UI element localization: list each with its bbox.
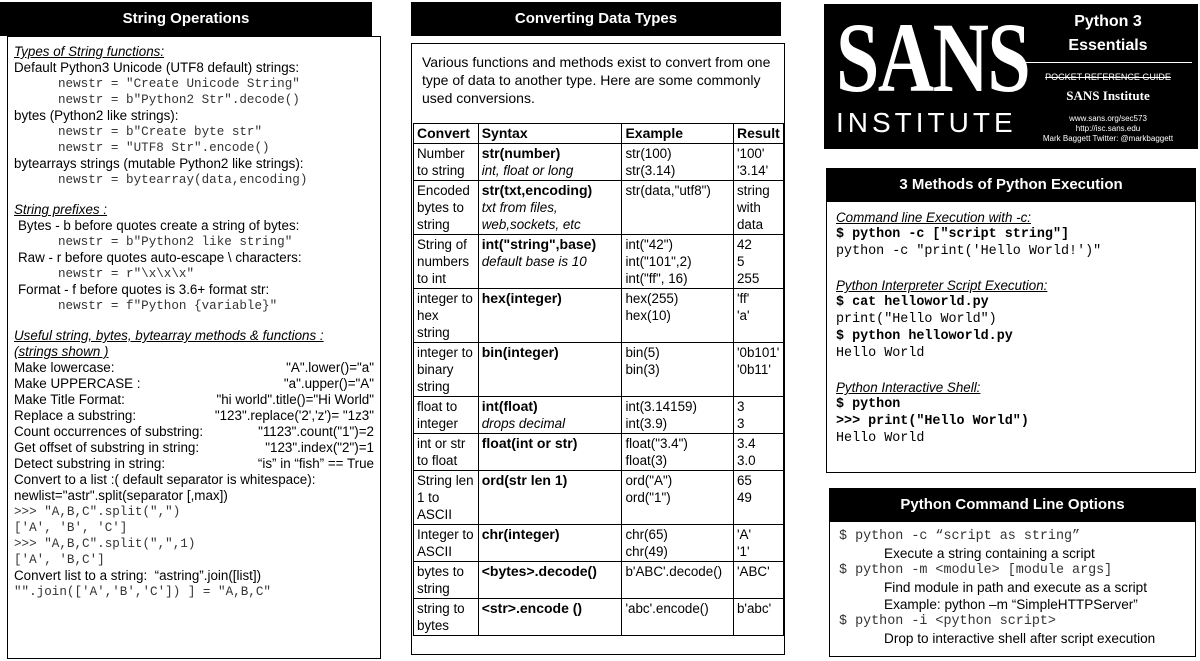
method-row — [14, 392, 374, 408]
method-label: Replace a substring: — [14, 408, 137, 423]
join-example: "".join(['A','B','C']) ] = "A,B,C" — [14, 585, 271, 599]
split-example: >>> "A,B,C".split(",") — [14, 505, 181, 519]
example-text: int("42") — [625, 237, 673, 252]
shell-command: >>> print("Hello World") — [836, 414, 1029, 429]
list-syntax: newlist="astr".split(separator [,max]) — [14, 488, 228, 503]
result-text: '1' — [736, 544, 750, 559]
unicode-line: Default Python3 Unicode (UTF8 default) strings: — [14, 60, 300, 75]
shell-output: Hello World — [836, 431, 925, 446]
table-row — [414, 289, 784, 343]
syntax-note: txt from files, web,sockets, etc — [481, 200, 581, 232]
author-line: Mark Baggett Twitter: @markbaggett — [1042, 134, 1174, 143]
result-text: 3.4 — [736, 436, 756, 451]
script-output: Hello World — [836, 346, 925, 361]
cell-result — [733, 343, 783, 397]
table-row — [414, 434, 784, 471]
cell-syntax — [478, 434, 622, 471]
syntax-text: str(txt,encoding) — [481, 182, 593, 198]
example-text: int(3.9) — [625, 416, 668, 431]
title-divider — [1024, 62, 1192, 63]
cli-options-box — [829, 518, 1196, 657]
cell-result — [733, 397, 783, 434]
bytearray-example: newstr = bytearray(data,encoding) — [58, 173, 308, 187]
cell-syntax — [478, 235, 622, 289]
syntax-note: drops decimal — [481, 416, 566, 431]
example-text: hex(255) — [625, 291, 679, 306]
guide-title-line2: Essentials — [1068, 37, 1148, 54]
script-heading: Python Interpreter Script Execution: — [836, 278, 1048, 293]
result-text: 'A' — [736, 527, 752, 542]
script-output: print("Hello World") — [836, 312, 997, 327]
string-operations-panel — [0, 0, 383, 661]
option-i: $ python -i <python script> — [839, 614, 1056, 629]
result-text: string with data — [736, 183, 770, 232]
example-text: chr(49) — [625, 544, 668, 559]
table-header-row — [414, 124, 784, 144]
example-text: hex(10) — [625, 308, 671, 323]
syntax-text: chr(integer) — [481, 526, 560, 542]
cell-example — [622, 397, 734, 434]
converting-intro: Various functions and methods exist to convert from one type of data to another type. Here are some commonly used conversions. — [422, 54, 771, 106]
method-label: Get offset of substring in string: — [14, 440, 200, 455]
method-row — [14, 456, 374, 472]
cell-result — [733, 562, 783, 599]
join-line: Convert list to a string: “astring”.join([list]) — [14, 568, 262, 583]
result-text: b'abc' — [736, 601, 772, 616]
option-c-desc: Execute a string containing a script — [884, 546, 1095, 561]
useful-subheading: (strings shown ) — [14, 344, 109, 359]
method-row — [14, 440, 374, 456]
method-code: “is” in “fish” == True — [257, 456, 374, 471]
cell-example — [622, 235, 734, 289]
cell-convert: bytes to string — [414, 562, 479, 599]
syntax-text: bin(integer) — [481, 344, 559, 360]
string-operations-box — [7, 36, 381, 659]
example-text: float("3.4") — [625, 436, 688, 451]
syntax-note: int, float or long — [481, 163, 574, 178]
result-text: 49 — [736, 490, 752, 505]
bytearray-line: bytearrays strings (mutable Python2 like strings): — [14, 156, 304, 171]
types-heading: Types of String functions: — [14, 44, 165, 59]
example-text: int("ff", 16) — [625, 271, 688, 286]
cell-convert: string to bytes — [414, 599, 479, 636]
syntax-text: <bytes>.decode() — [481, 563, 597, 579]
result-text: '100' — [736, 146, 765, 161]
example-text: ord("A") — [625, 473, 673, 488]
result-text: 3 — [736, 399, 745, 414]
cell-example — [622, 343, 734, 397]
cell-result — [733, 599, 783, 636]
result-text: '0b11' — [736, 362, 771, 377]
conversion-table — [413, 123, 784, 636]
unicode-example: newstr = "Create Unicode String" — [58, 77, 300, 91]
cell-example — [622, 144, 734, 181]
cl-heading: Command line Execution with -c: — [836, 210, 1031, 225]
method-row — [14, 376, 374, 392]
result-text: 'a' — [736, 308, 750, 323]
result-text: 5 — [736, 254, 745, 269]
cell-example — [622, 562, 734, 599]
cell-result — [733, 235, 783, 289]
example-text: str(3.14) — [625, 163, 676, 178]
org-name: SANS Institute — [1066, 88, 1150, 103]
contact-info — [1020, 114, 1196, 144]
list-line: Convert to a list :( default separator is whitespace): — [14, 472, 316, 487]
cell-syntax — [478, 562, 622, 599]
cell-example — [622, 525, 734, 562]
script-command: $ cat helloworld.py — [836, 295, 989, 310]
prefix-raw-example: newstr = r"\x\x\x" — [58, 267, 195, 281]
result-text: 255 — [736, 271, 760, 286]
example-text: str(data,"utf8") — [625, 183, 711, 198]
cell-syntax — [478, 599, 622, 636]
cell-convert: String len 1 to ASCII — [414, 471, 479, 525]
methods-list — [14, 360, 374, 472]
cell-result — [733, 525, 783, 562]
cell-syntax — [478, 397, 622, 434]
execution-methods-box — [826, 198, 1196, 473]
sans-logo: SANS — [836, 2, 1030, 113]
converting-title: Converting Data Types — [411, 2, 781, 36]
bytes-line: bytes (Python2 like strings): — [14, 108, 179, 123]
method-label: Make UPPERCASE : — [14, 376, 141, 391]
syntax-text: hex(integer) — [481, 290, 562, 306]
result-text: '3.14' — [736, 163, 769, 178]
cell-result — [733, 289, 783, 343]
cell-syntax — [478, 144, 622, 181]
method-row — [14, 360, 374, 376]
example-text: chr(65) — [625, 527, 668, 542]
bytes-example: newstr = b"Create byte str" — [58, 125, 263, 139]
shell-heading: Python Interactive Shell: — [836, 380, 981, 395]
cell-convert: Encoded bytes to string — [414, 181, 479, 235]
cell-syntax — [478, 525, 622, 562]
cell-convert: Number to string — [414, 144, 479, 181]
cli-options-title: Python Command Line Options — [829, 488, 1196, 522]
cell-result — [733, 144, 783, 181]
script-command: $ python helloworld.py — [836, 329, 1013, 344]
method-label: Count occurrences of substring: — [14, 424, 204, 439]
table-row — [414, 181, 784, 235]
cell-convert: integer to hex string — [414, 289, 479, 343]
pocket-guide-label: POCKET REFERENCE GUIDE — [1045, 72, 1171, 82]
example-text: bin(3) — [625, 362, 660, 377]
cell-example — [622, 289, 734, 343]
institute-logo: INSTITUTE — [836, 107, 1017, 138]
method-label: Detect substring in string: — [14, 456, 166, 471]
cl-command: $ python -c ["script string"] — [836, 227, 1070, 242]
cell-syntax — [478, 343, 622, 397]
cell-result — [733, 471, 783, 525]
split-example: >>> "A,B,C".split(",",1) — [14, 537, 196, 551]
method-label: Make lowercase: — [14, 360, 115, 375]
header-convert: Convert — [414, 124, 479, 144]
example-text: 'abc'.encode() — [625, 601, 709, 616]
table-row — [414, 525, 784, 562]
table-row — [414, 343, 784, 397]
result-text: 'ff' — [736, 291, 750, 306]
result-text: 3 — [736, 416, 745, 431]
cell-convert: int or str to float — [414, 434, 479, 471]
method-row — [14, 408, 374, 424]
syntax-text: int("string",base) — [481, 236, 597, 252]
table-row — [414, 599, 784, 636]
syntax-text: float(int or str) — [481, 435, 578, 451]
example-text: str(100) — [625, 146, 672, 161]
cell-example — [622, 434, 734, 471]
syntax-text: <str>.encode () — [481, 600, 583, 616]
shell-command: $ python — [836, 397, 901, 412]
guide-title — [1024, 10, 1192, 58]
cell-result — [733, 181, 783, 235]
execution-methods-title: 3 Methods of Python Execution — [826, 168, 1196, 202]
method-code: "123".index("2")=1 — [265, 440, 374, 455]
header-syntax: Syntax — [478, 124, 622, 144]
useful-heading: Useful string, bytes, bytearray methods & functions : — [14, 328, 324, 343]
url-isc: http://isc.sans.edu — [1075, 124, 1141, 133]
cell-convert: integer to binary string — [414, 343, 479, 397]
example-text: int(3.14159) — [625, 399, 697, 414]
method-code: "1123".count("1")=2 — [258, 424, 374, 439]
method-code: "A".lower()="a" — [286, 360, 374, 375]
method-label: Make Title Format: — [14, 392, 125, 407]
example-text: ord("1") — [625, 490, 671, 505]
split-result: ['A', 'B,C'] — [14, 553, 105, 567]
syntax-text: str(number) — [481, 145, 561, 161]
header-result: Result — [733, 124, 783, 144]
cell-syntax — [478, 471, 622, 525]
table-row — [414, 562, 784, 599]
cell-example — [622, 599, 734, 636]
table-row — [414, 235, 784, 289]
option-m-example: Example: python –m “SimpleHTTPServer” — [884, 597, 1138, 612]
result-text: 65 — [736, 473, 752, 488]
split-result: ['A', 'B', 'C'] — [14, 521, 128, 535]
guide-title-line1: Python 3 — [1074, 13, 1142, 30]
cell-convert: float to integer — [414, 397, 479, 434]
sans-logo-block — [824, 4, 1198, 149]
method-code: "123".replace('2','z')= "1z3" — [214, 408, 374, 423]
string-operations-title: String Operations — [0, 2, 372, 36]
option-m-desc: Find module in path and execute as a script — [884, 580, 1147, 595]
syntax-text: ord(str len 1) — [481, 472, 568, 488]
table-row — [414, 471, 784, 525]
prefix-bytes-example: newstr = b"Python2 like string" — [58, 235, 293, 249]
cell-example — [622, 471, 734, 525]
option-i-desc: Drop to interactive shell after script execution — [884, 631, 1156, 646]
cell-syntax — [478, 181, 622, 235]
example-text: float(3) — [625, 453, 668, 468]
prefix-raw: Raw - r before quotes auto-escape \ characters: — [18, 250, 302, 265]
method-row — [14, 424, 374, 440]
cell-convert: Integer to ASCII — [414, 525, 479, 562]
method-code: "a".upper()="A" — [283, 376, 374, 391]
example-text: b'ABC'.decode() — [625, 564, 723, 579]
bytes-example: newstr = "UTF8 Str".encode() — [58, 141, 270, 155]
example-text: bin(5) — [625, 345, 660, 360]
prefix-format: Format - f before quotes is 3.6+ format str: — [18, 282, 270, 297]
prefix-bytes: Bytes - b before quotes create a string of bytes: — [18, 218, 300, 233]
header-example: Example — [622, 124, 734, 144]
result-text: '0b101' — [736, 345, 780, 360]
table-row — [414, 397, 784, 434]
conversion-rows — [414, 144, 784, 636]
cell-result — [733, 434, 783, 471]
result-text: 3.0 — [736, 453, 756, 468]
unicode-example: newstr = b"Python2 Str".decode() — [58, 93, 300, 107]
table-row — [414, 144, 784, 181]
method-code: "hi world".title()="Hi World" — [216, 392, 374, 407]
cell-syntax — [478, 289, 622, 343]
prefix-format-example: newstr = f"Python {variable}" — [58, 299, 278, 313]
cell-convert: String of numbers to int — [414, 235, 479, 289]
result-text: 42 — [736, 237, 752, 252]
cl-example: python -c "print('Hello World!')" — [836, 244, 1102, 259]
option-c: $ python -c “script as string” — [839, 529, 1081, 544]
syntax-text: int(float) — [481, 398, 538, 414]
converting-box — [411, 43, 785, 655]
result-text: 'ABC' — [736, 564, 770, 579]
url-sec573: www.sans.org/sec573 — [1069, 114, 1147, 123]
option-m: $ python -m <module> [module args] — [839, 563, 1113, 578]
example-text: int("101",2) — [625, 254, 692, 269]
prefix-heading: String prefixes : — [14, 202, 108, 217]
cell-example — [622, 181, 734, 235]
syntax-note: default base is 10 — [481, 254, 587, 269]
